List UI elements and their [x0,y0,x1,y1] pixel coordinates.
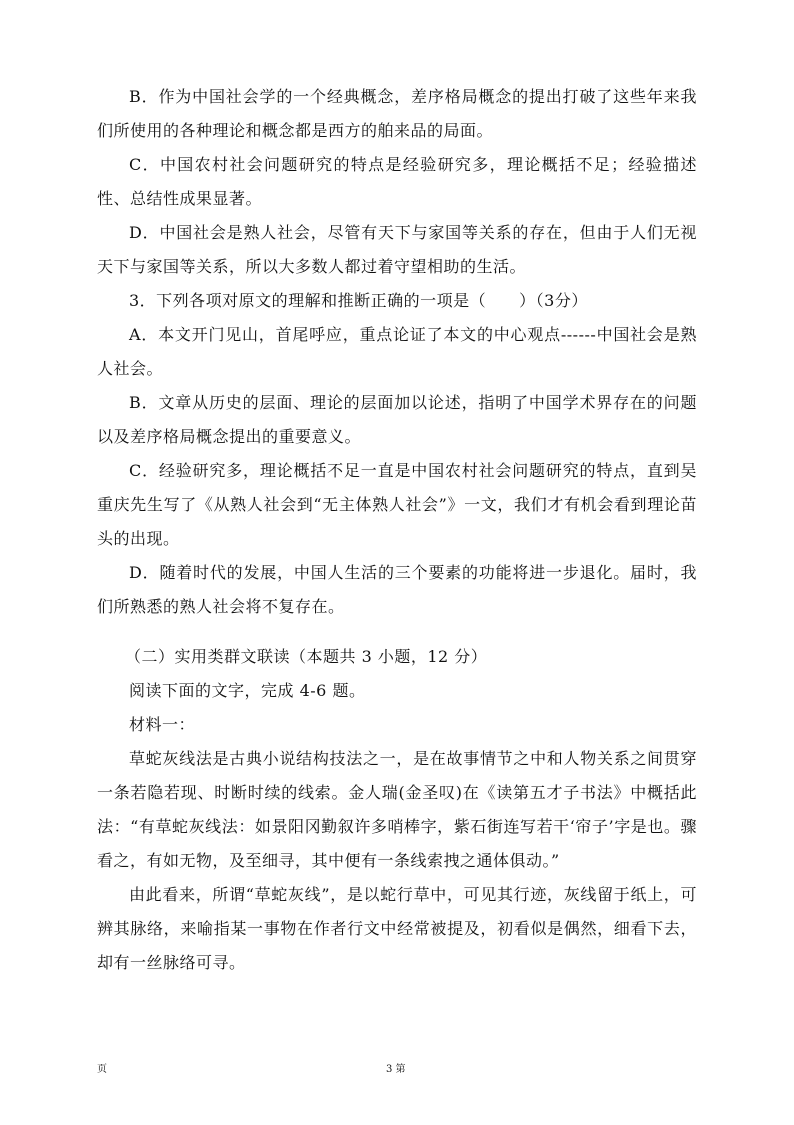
question-3-option-a: A．本文开门见山，首尾呼应，重点论证了本文的中心观点------中国社会是熟人社会。 [97,325,697,378]
footer-left-text: 页 [97,1064,107,1075]
section-spacer [97,624,697,640]
material-one-label: 材料一： [129,715,196,734]
material-one-paragraph-1: 草蛇灰线法是古典小说结构技法之一，是在故事情节之中和人物关系之间贯穿一条若隐若现、时断时续的线索。金人瑞(金圣叹)在《读第五才子书法》中概括此法：“有草蛇灰线法：如景阳冈勤叙许多哨棒字，紫石街连写若干‘帘子’字是也。骤看之，有如无物，及至细寻，其中便有一条线索拽之通体俱动。” [97,749,697,870]
question-3-option-c: C．经验研究多，理论概括不足一直是中国农村社会问题研究的特点，直到吴重庆先生写了《从熟人社会到“无主体熟人社会”》一文，我们才有机会看到理论苗头的出现。 [97,461,697,548]
option-b-paragraph: B．作为中国社会学的一个经典概念，差序格局概念的提出打破了这些年来我们所使用的各种理论和概念都是西方的舶来品的局面。 [97,87,697,140]
material-one-paragraph-2: 由此看来，所谓“草蛇灰线”，是以蛇行草中，可见其行迹，灰线留于纸上，可辨其脉络，来喻指某一事物在作者行文中经常被提及，初看似是偶然，细看下去，却有一丝脉络可寻。 [97,885,697,972]
section-title: （二）实用类群文联读（本题共 3 小题，12 分） [125,647,488,666]
option-c-paragraph: C．中国农村社会问题研究的特点是经验研究多，理论概括不足；经验描述性、总结性成果显著。 [97,155,697,208]
option-d-paragraph: D．中国社会是熟人社会，尽管有天下与家国等关系的存在，但由于人们无视天下与家国等关系，所以大多数人都过着守望相助的生活。 [97,223,697,276]
question-3-option-b: B．文章从历史的层面、理论的层面加以论述，指明了中国学术界存在的问题以及差序格局概念提出的重要意义。 [97,393,697,446]
page-content [97,80,697,980]
reading-instruction: 阅读下面的文字，完成 4-6 题。 [129,681,366,700]
page-number: 3 第 [386,1064,406,1075]
question-3-stem: 3．下列各项对原文的理解和推断正确的一项是（ ）（3分） [129,291,588,310]
question-3-option-d: D．随着时代的发展，中国人生活的三个要素的功能将进一步退化。届时，我们所熟悉的熟人社会将不复存在。 [97,563,697,616]
